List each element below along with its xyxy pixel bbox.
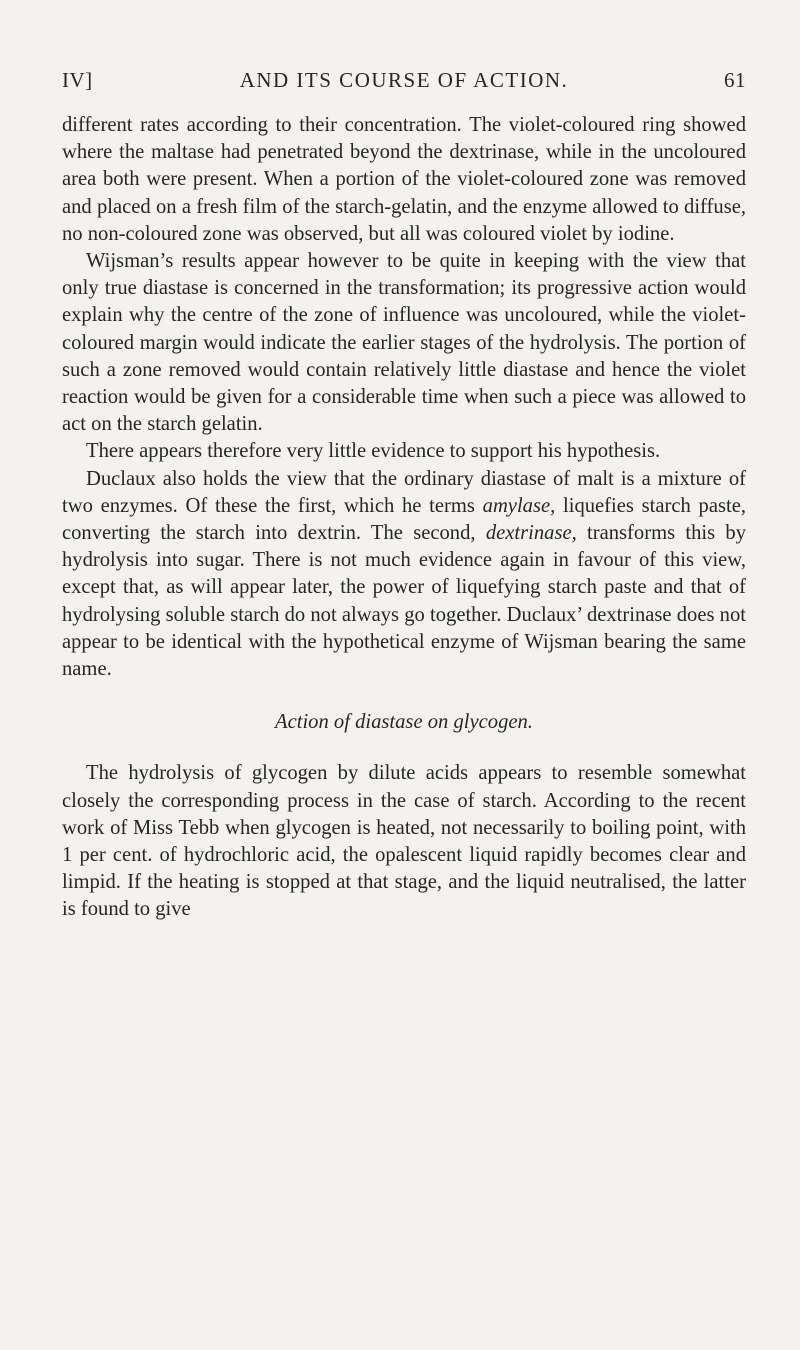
- paragraph-duclaux: [62, 466, 746, 684]
- paragraph-little-evidence: There appears therefore very little evidence to support his hypothesis.: [86, 440, 661, 463]
- section-heading: Action of diastase on glycogen.: [275, 711, 533, 734]
- page-number: 61: [724, 68, 746, 92]
- paragraph-glycogen: The hydrolysis of glycogen by dilute acids appears to resemble somewhat closely the corresponding process in the case of starch. According to the recent work of Miss Tebb when glycogen is heated, not necessarily to boiling point, with 1 per cent. of hydrochloric acid, the opalescent liquid rapidly becomes clear and limpid. If the heating is stopped at that stage, and the liquid neutralised, the latter is found to give: [62, 762, 746, 921]
- paragraph-wijsman-results: Wijsman’s results appear however to be quite in keeping with the view that only true diastase is concerned in the transformation; its progressive action would explain why the centre of the zone of influence was uncoloured, while the violet-coloured margin would indicate the earlier stages of the hydrolysis. The portion of such a zone removed would contain relatively little diastase and hence the violet reaction would be given for a considerable time when such a piece was allowed to act on the starch gelatin.: [62, 250, 746, 436]
- term-dextrinase: dextrinase,: [485, 522, 577, 545]
- running-title: AND ITS COURSE OF ACTION.: [239, 68, 569, 92]
- paragraph-continued: different rates according to their concentration. The violet-coloured ring showed where the maltase had penetrated beyond the dextrinase, while in the uncoloured area both were present. When a portion of the violet-coloured zone was removed and placed on a fresh film of the starch-gelatin, and the enzyme allowed to diffuse, no non-coloured zone was observed, but all was coloured violet by iodine.: [62, 114, 746, 245]
- chapter-number: IV]: [62, 68, 93, 92]
- running-head: [62, 68, 746, 98]
- duclaux-text-2: liquefies starch paste, converting the starch into dextrin. The second,: [62, 494, 746, 545]
- duclaux-text-3: transforms this by hydrolysis into sugar. There is not much evidence again in favour of this view, except that, as will appear later, the power of liquefying starch paste and that of hydrolysing soluble starch do not always go together. Duclaux’ dextrinase does not appear to be identical with the hypothetical enzyme of Wijsman bearing the same name.: [62, 522, 746, 681]
- duclaux-text-1: Duclaux also holds the view that the ordinary diastase of malt is a mixture of two enzymes. Of these the first, which he terms: [62, 467, 746, 517]
- term-amylase: amylase,: [482, 494, 556, 517]
- page-body: [62, 112, 746, 924]
